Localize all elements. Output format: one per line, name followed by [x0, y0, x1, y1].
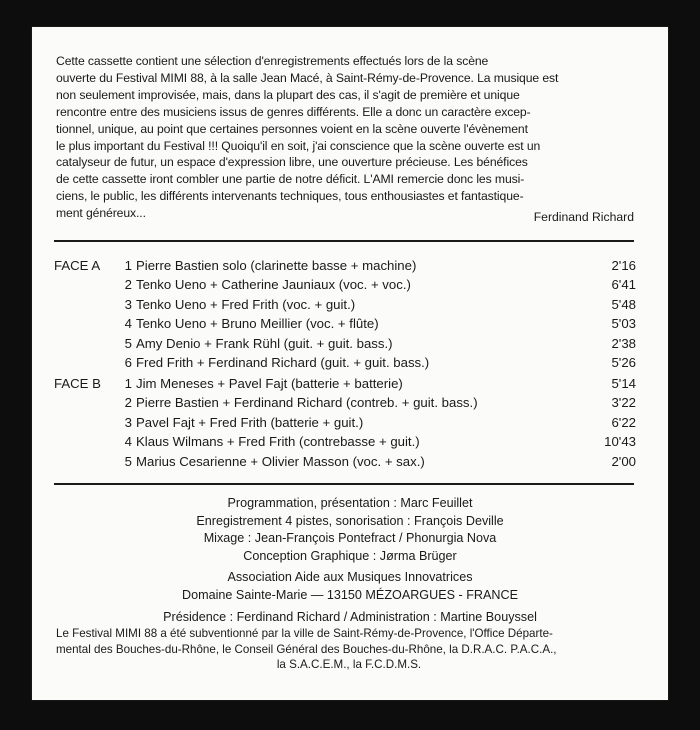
signature: Ferdinand Richard [533, 210, 634, 224]
credit-line: Enregistrement 4 pistes, sonorisation : François Deville [196, 513, 504, 528]
credit-line: Conception Graphique : Jørma Brüger [243, 548, 457, 563]
intro-line: tionnel, unique, au point que certaines personnes voient en la scène ouverte l'évènement [56, 121, 528, 136]
intro-line: catalyseur de futur, un espace d'expression libre, une ouverture précieuse. Les bénéfices [56, 155, 528, 170]
track-row [54, 334, 636, 353]
track-duration: 5'14 [611, 376, 636, 391]
track-row [54, 413, 636, 432]
track-duration: 2'38 [611, 335, 636, 351]
track-row [54, 374, 636, 393]
intro-line: le plus important du Festival !!! Quoiqu'il en soit, j'ai conscience que la scène ouverte est un [56, 138, 541, 153]
footer-line: Le Festival MIMI 88 a été subventionné par la ville de Saint-Rémy-de-Provence, l'Office Départe- [56, 627, 553, 640]
track-number: 5 [124, 335, 132, 351]
face-b-tracklist [54, 374, 636, 471]
track-number: 5 [124, 453, 132, 469]
track-title: Tenko Ueno + Catherine Jauniaux (voc. + voc.) [136, 277, 411, 293]
intro-line: Cette cassette contient une sélection d'enregistrements effectués lors de la scène [56, 54, 489, 68]
track-row [54, 275, 636, 294]
intro-line: rencontre entre des musiciens issus de genres différents. Elle a donc un caractère excep- [56, 104, 531, 119]
track-number: 4 [124, 316, 132, 332]
funding-note [56, 626, 642, 673]
track-duration: 5'26 [611, 354, 636, 370]
footer-line: mental des Bouches-du-Rhône, le Conseil Général des Bouches-du-Rhône, la D.R.A.C. P.A.C.A., [56, 642, 557, 656]
track-row [54, 353, 636, 372]
track-title: Pierre Bastien + Ferdinand Richard (contreb. + guit. bass.) [136, 395, 478, 411]
track-title: Pavel Fajt + Fred Frith (batterie + guit.) [136, 414, 364, 430]
track-number: 1 [124, 376, 132, 391]
track-row [54, 393, 636, 412]
credits-block [32, 495, 668, 626]
track-duration: 5'48 [611, 296, 636, 312]
track-duration: 3'22 [611, 395, 636, 411]
track-duration: 6'41 [611, 277, 636, 293]
footer-line: la S.A.C.E.M., la F.C.D.M.S. [276, 658, 422, 672]
intro-line: ciens, le public, les différents intervenants techniques, tous enthousiastes et fantastique- [56, 189, 524, 204]
intro-line: non seulement improvisée, mais, dans la plupart des cas, il s'agit de première et unique [56, 87, 520, 102]
track-number: 1 [124, 258, 132, 273]
track-row [54, 256, 636, 275]
track-row [54, 432, 636, 451]
track-number: 3 [124, 296, 132, 312]
track-duration: 2'00 [611, 453, 636, 469]
track-title: Tenko Ueno + Fred Frith (voc. + guit.) [136, 296, 356, 312]
track-number: 3 [124, 414, 132, 430]
association-line: Association Aide aux Musiques Innovatrices [227, 570, 473, 585]
cassette-insert [32, 27, 668, 700]
intro-paragraph [56, 53, 634, 222]
track-row [54, 295, 636, 314]
track-row [54, 314, 636, 333]
track-duration: 5'03 [611, 316, 636, 332]
track-title: Jim Meneses + Pavel Fajt (batterie + batterie) [136, 376, 403, 391]
track-title: Tenko Ueno + Bruno Meillier (voc. + flûte) [136, 316, 379, 332]
face-label: FACE A [54, 258, 101, 273]
intro-line: ment généreux... [56, 206, 146, 221]
face-a-tracklist [54, 256, 636, 372]
track-number: 2 [124, 395, 132, 411]
track-duration: 10'43 [604, 434, 636, 450]
divider-bottom [54, 483, 634, 485]
track-duration: 2'16 [611, 258, 636, 273]
track-title: Klaus Wilmans + Fred Frith (contrebasse + guit.) [136, 434, 420, 450]
intro-line: de cette cassette iront combler une partie de notre déficit. L'AMI remercie donc les musi- [56, 172, 525, 187]
presidency-line: Présidence : Ferdinand Richard / Administration : Martine Bouyssel [163, 609, 537, 624]
track-row [54, 452, 636, 471]
track-title: Marius Cesarienne + Olivier Masson (voc. + sax.) [136, 453, 425, 469]
track-title: Amy Denio + Frank Rühl (guit. + guit. bass.) [136, 335, 393, 351]
track-duration: 6'22 [611, 414, 636, 430]
address-line: Domaine Sainte-Marie — 13150 MÉZOARGUES - FRANCE [182, 587, 518, 602]
track-number: 2 [124, 277, 132, 293]
track-number: 6 [124, 354, 132, 370]
track-title: Pierre Bastien solo (clarinette basse + machine) [136, 258, 417, 273]
track-title: Fred Frith + Ferdinand Richard (guit. + guit. bass.) [136, 354, 430, 370]
credit-line: Programmation, présentation : Marc Feuillet [227, 496, 473, 510]
divider-top [54, 240, 634, 242]
track-number: 4 [124, 434, 132, 450]
face-label: FACE B [54, 376, 101, 391]
intro-line: ouverte du Festival MIMI 88, à la salle Jean Macé, à Saint-Rémy-de-Provence. La musique est [56, 70, 559, 85]
credit-line: Mixage : Jean-François Pontefract / Phonurgia Nova [203, 531, 497, 546]
